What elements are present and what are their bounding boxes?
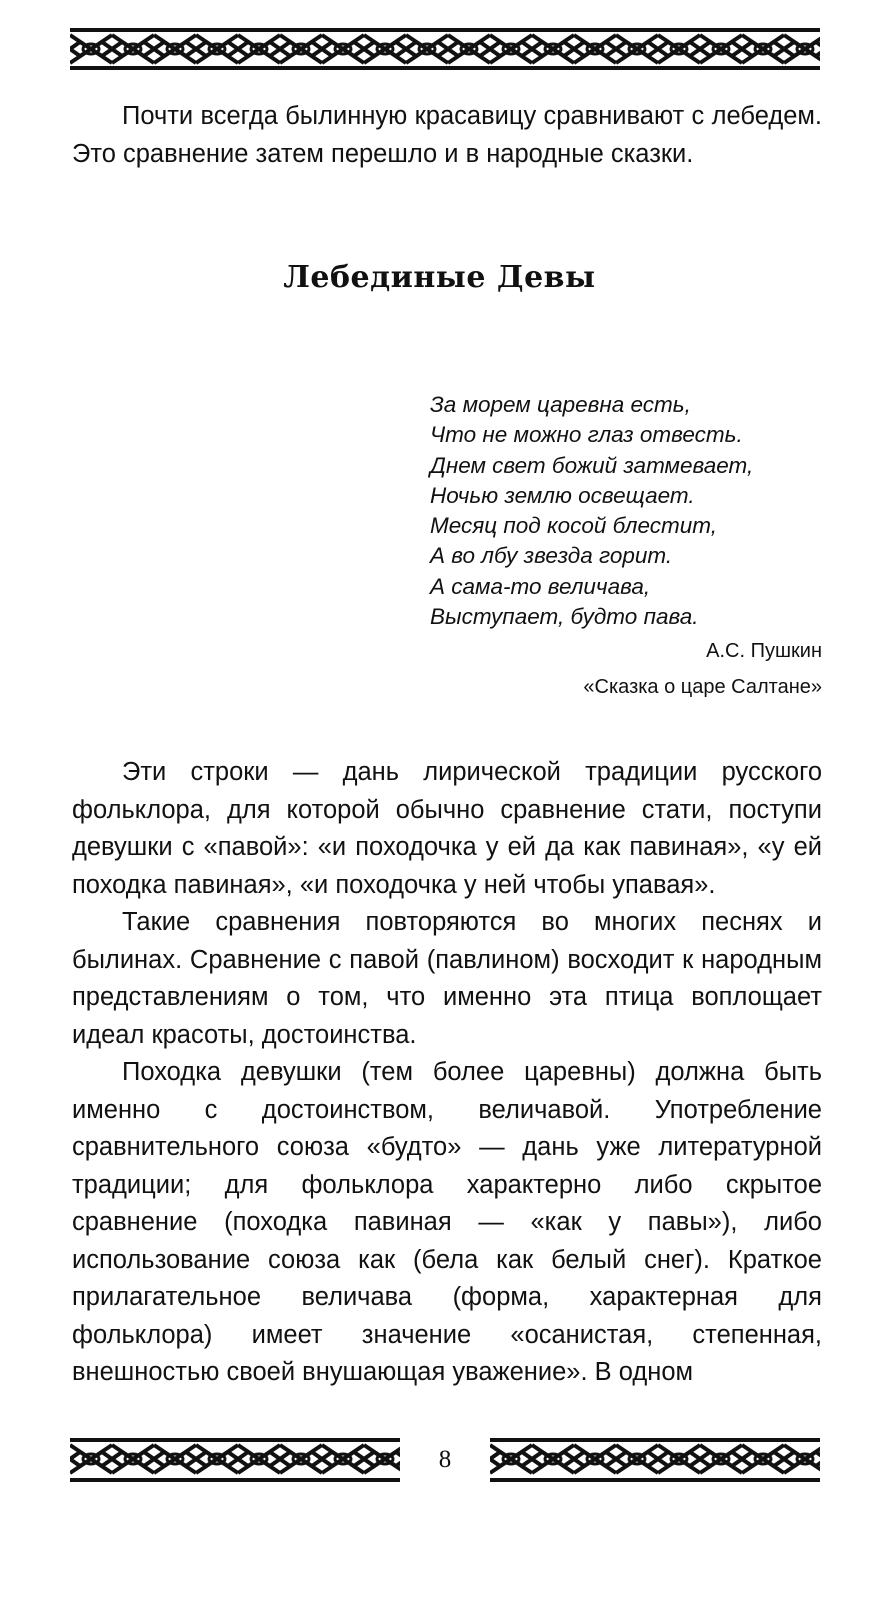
poem-source: «Сказка о царе Салтане» (583, 676, 822, 698)
poem-line: Выступает, будто пава. (430, 604, 699, 630)
bottom-right-ornament-border (490, 1438, 820, 1482)
poem-line: Месяц под косой блестит, (430, 513, 717, 539)
poem-line: А сама-то величава, (430, 573, 651, 599)
bottom-left-ornament-border (70, 1438, 400, 1482)
intro-paragraph: Почти всегда былинную красавицу сравнивают с лебедем. Это сравнение затем перешло и в народные сказки. (72, 102, 822, 168)
poem-line: Днем свет божий затмевает, (430, 452, 754, 478)
page-number: 8 (438, 1446, 452, 1473)
body-text (72, 754, 822, 1392)
poem-line: За морем царевна есть, (430, 392, 691, 417)
body-paragraph: Эти строки — дань лирической традиции русского фольклора, для которой обычно сравнение стати, поступи девушки с «павой»: «и походочка у ей да как павиная», «у ей походка павиная», «и походочка у ней чтобы упавая». (72, 758, 822, 899)
section-title: Лебединые Девы (283, 260, 596, 295)
top-ornament-border (70, 28, 820, 70)
body-paragraph: Походка девушки (тем более царевны) должна быть именно с достоинством, величавой. Употребление сравнительного союза «будто» — дань уже литературной традиции; для фольклора характерно либо скрытое сравнение (походка павиная — «как у павы»), либо использование союза как (бела как белый снег). Краткое прилагательное величава (форма, характерная для фольклора) имеет значение «осанистая, степенная, внешностью своей внушающая уважение». В одном (72, 1058, 822, 1386)
poem-line: А во лбу звезда горит. (430, 543, 673, 569)
epigraph-poem (430, 390, 830, 632)
poem-line: Что не можно глаз отвесть. (430, 422, 743, 448)
body-paragraph: Такие сравнения повторяются во многих песнях и былинах. Сравнение с павой (павлином) восходит к народным представлениям о том, что именно эта птица воплощает идеал красоты, достоинства. (72, 908, 822, 1049)
poem-line: Ночью землю освещает. (430, 482, 695, 508)
poem-author: А.С. Пушкин (706, 640, 822, 662)
